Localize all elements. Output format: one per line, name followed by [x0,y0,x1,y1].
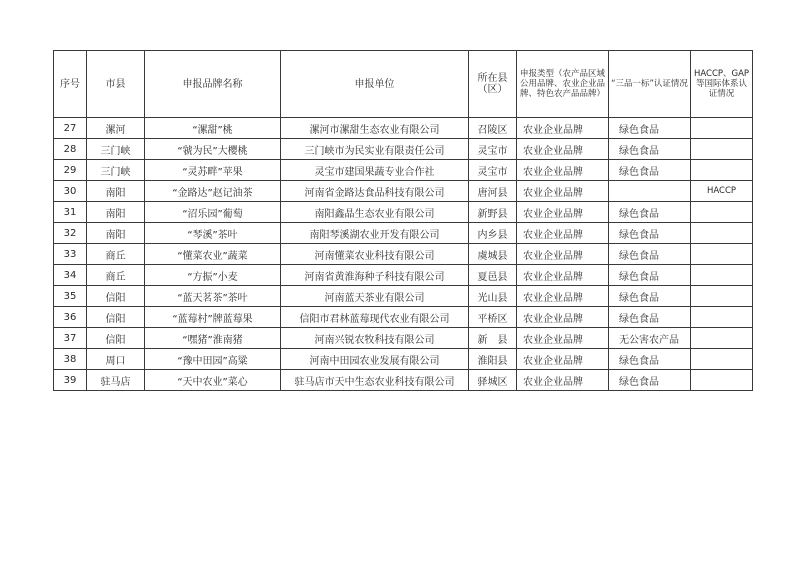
cell-city: 商丘 [87,244,145,265]
cell-no: 32 [54,223,87,244]
header-type: 申报类型（农产品区域公用品牌、农业企业品牌、特色农产品品牌） [517,51,609,118]
cell-no: 33 [54,244,87,265]
table-header-row [54,51,753,118]
table-row [54,265,753,286]
cell-city: 周口 [87,349,145,370]
cell-type: 农业企业品牌 [517,265,609,286]
cell-type: 农业企业品牌 [517,286,609,307]
cell-type: 农业企业品牌 [517,370,609,391]
table-row [54,307,753,328]
cell-type: 农业企业品牌 [517,202,609,223]
cell-county: 淮阳县 [469,349,517,370]
cell-no: 39 [54,370,87,391]
cell-city: 三门峡 [87,139,145,160]
cell-city: 南阳 [87,181,145,202]
cell-intl [691,286,753,307]
cell-brand: “虢为民”大樱桃 [145,139,281,160]
cell-type: 农业企业品牌 [517,307,609,328]
table-row [54,286,753,307]
cell-city: 信阳 [87,328,145,349]
cell-cert: 绿色食品 [609,202,691,223]
cell-intl: HACCP [691,181,753,202]
cell-unit: 河南中田园农业发展有限公司 [281,349,469,370]
cell-cert: 绿色食品 [609,118,691,139]
cell-county: 灵宝市 [469,139,517,160]
cell-cert: 绿色食品 [609,160,691,181]
cell-intl [691,244,753,265]
cell-intl [691,370,753,391]
brand-registry-table [53,50,753,391]
table-row [54,328,753,349]
cell-type: 农业企业品牌 [517,244,609,265]
header-no: 序号 [54,51,87,118]
cell-cert: 绿色食品 [609,139,691,160]
cell-type: 农业企业品牌 [517,118,609,139]
cell-type: 农业企业品牌 [517,160,609,181]
cell-unit: 南阳鑫晶生态农业有限公司 [281,202,469,223]
cell-city: 驻马店 [87,370,145,391]
cell-brand: “漯甜”桃 [145,118,281,139]
table-row [54,202,753,223]
cell-unit: 漯河市漯甜生态农业有限公司 [281,118,469,139]
header-city: 市县 [87,51,145,118]
cell-county: 新野县 [469,202,517,223]
cell-unit: 河南省黄淮海种子科技有限公司 [281,265,469,286]
header-county: 所在县（区） [469,51,517,118]
cell-county: 夏邑县 [469,265,517,286]
cell-unit: 灵宝市建国果蔬专业合作社 [281,160,469,181]
cell-brand: “琴溪”茶叶 [145,223,281,244]
table-row [54,139,753,160]
cell-brand: “天中农业”菜心 [145,370,281,391]
cell-cert: 绿色食品 [609,223,691,244]
cell-cert: 绿色食品 [609,286,691,307]
cell-intl [691,139,753,160]
cell-brand: “蓝莓村”牌蓝莓果 [145,307,281,328]
cell-cert: 绿色食品 [609,265,691,286]
cell-county: 光山县 [469,286,517,307]
cell-county: 新 县 [469,328,517,349]
cell-no: 38 [54,349,87,370]
cell-unit: 三门峡市为民实业有限责任公司 [281,139,469,160]
cell-county: 灵宝市 [469,160,517,181]
cell-no: 28 [54,139,87,160]
cell-brand: “方振”小麦 [145,265,281,286]
table-row [54,223,753,244]
cell-brand: “豫中田园”高粱 [145,349,281,370]
cell-no: 30 [54,181,87,202]
cell-unit: 河南懂菜农业科技有限公司 [281,244,469,265]
table-row [54,118,753,139]
cell-city: 商丘 [87,265,145,286]
cell-cert: 绿色食品 [609,370,691,391]
cell-county: 驿城区 [469,370,517,391]
cell-city: 信阳 [87,307,145,328]
table-row [54,181,753,202]
cell-cert [609,181,691,202]
cell-cert: 绿色食品 [609,307,691,328]
cell-no: 34 [54,265,87,286]
cell-city: 南阳 [87,202,145,223]
cell-brand: “沼乐园”葡萄 [145,202,281,223]
cell-intl [691,223,753,244]
cell-unit: 河南省金路达食品科技有限公司 [281,181,469,202]
cell-cert: 绿色食品 [609,244,691,265]
cell-no: 35 [54,286,87,307]
cell-city: 漯河 [87,118,145,139]
cell-county: 唐河县 [469,181,517,202]
cell-no: 37 [54,328,87,349]
cell-county: 虞城县 [469,244,517,265]
cell-intl [691,118,753,139]
cell-brand: “嘿猪”淮南猪 [145,328,281,349]
cell-brand: “灵苏畔”苹果 [145,160,281,181]
cell-unit: 信阳市君林蓝莓现代农业有限公司 [281,307,469,328]
cell-intl [691,307,753,328]
cell-type: 农业企业品牌 [517,181,609,202]
cell-brand: “懂菜农业”蔬菜 [145,244,281,265]
cell-brand: “金路达”赵记油茶 [145,181,281,202]
cell-city: 三门峡 [87,160,145,181]
cell-unit: 河南蓝天茶业有限公司 [281,286,469,307]
header-intl: HACCP、GAP等国际体系认证情况 [691,51,753,118]
cell-intl [691,160,753,181]
table-row [54,244,753,265]
cell-intl [691,328,753,349]
cell-type: 农业企业品牌 [517,223,609,244]
cell-intl [691,202,753,223]
cell-brand: “蓝天茗茶”茶叶 [145,286,281,307]
cell-city: 南阳 [87,223,145,244]
cell-city: 信阳 [87,286,145,307]
cell-cert: 无公害农产品 [609,328,691,349]
cell-unit: 驻马店市天中生态农业科技有限公司 [281,370,469,391]
table-row [54,160,753,181]
header-brand: 申报品牌名称 [145,51,281,118]
cell-unit: 南阳琴溪湖农业开发有限公司 [281,223,469,244]
header-unit: 申报单位 [281,51,469,118]
cell-type: 农业企业品牌 [517,139,609,160]
cell-county: 召陵区 [469,118,517,139]
header-cert: “三品一标”认证情况 [609,51,691,118]
table-row [54,370,753,391]
cell-intl [691,349,753,370]
table-row [54,349,753,370]
cell-no: 29 [54,160,87,181]
cell-type: 农业企业品牌 [517,328,609,349]
cell-cert: 绿色食品 [609,349,691,370]
cell-county: 平桥区 [469,307,517,328]
cell-no: 27 [54,118,87,139]
cell-no: 36 [54,307,87,328]
cell-county: 内乡县 [469,223,517,244]
cell-intl [691,265,753,286]
cell-unit: 河南兴锐农牧科技有限公司 [281,328,469,349]
cell-no: 31 [54,202,87,223]
cell-type: 农业企业品牌 [517,349,609,370]
